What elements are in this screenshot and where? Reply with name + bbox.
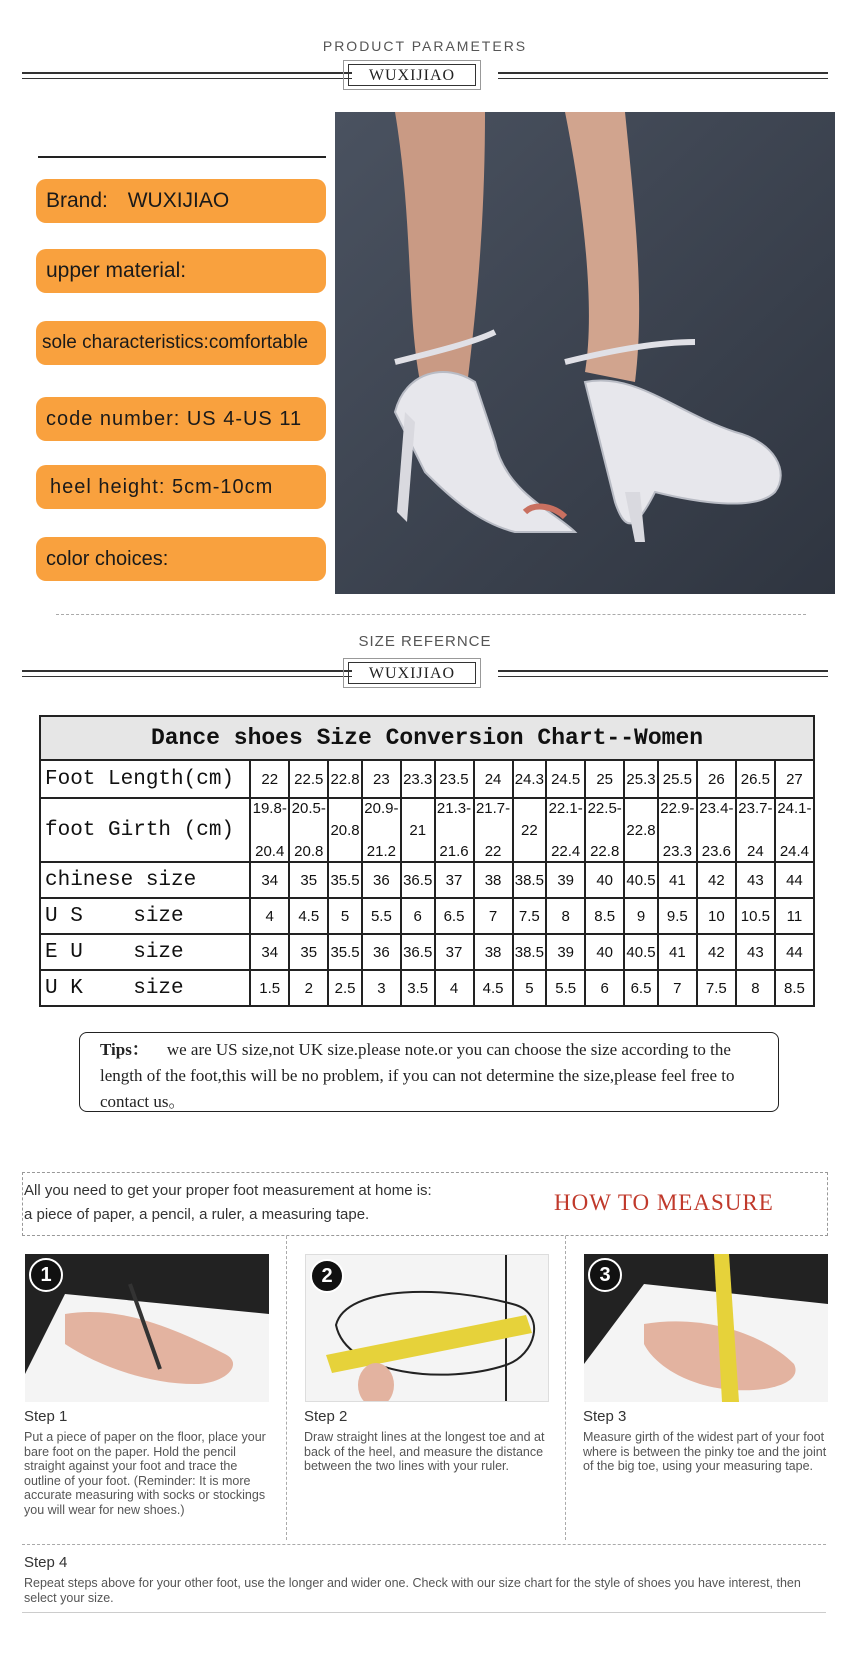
size-cell: 44 [775, 934, 814, 970]
size-cell: 36.5 [401, 934, 435, 970]
size-cell-part: 21.3- [436, 800, 472, 817]
size-cell: 36 [362, 862, 401, 898]
size-cell-part: 22.9- [660, 800, 695, 817]
size-cell: 42 [697, 862, 736, 898]
size-cell: 37 [435, 934, 474, 970]
size-cell: 3.5 [401, 970, 435, 1006]
size-cell: 38 [474, 934, 513, 970]
size-cell: 2.5 [328, 970, 362, 1006]
size-chart-title: Dance shoes Size Conversion Chart--Women [40, 716, 814, 760]
param-brand [36, 179, 326, 223]
product-photo [335, 112, 835, 594]
dance-shoes-illustration [335, 112, 835, 594]
size-cell: 24.5 [546, 760, 585, 798]
param-color-choices: color choices: [36, 537, 326, 581]
size-cell: 10 [697, 898, 736, 934]
size-chart-table [39, 715, 815, 1007]
step3-title: Step 3 [583, 1408, 627, 1425]
size-cell: 2 [289, 970, 328, 1006]
size-cell-part: 20.8 [294, 843, 324, 860]
size-cell: 35.5 [328, 862, 362, 898]
size-cell: 22 [513, 798, 547, 862]
section-title-product-parameters: PRODUCT PARAMETERS [322, 38, 528, 54]
step2-image [305, 1254, 549, 1402]
size-cell [697, 798, 736, 862]
size-cell: 27 [775, 760, 814, 798]
size-cell-part: 20.4 [255, 843, 285, 860]
size-row-label: U S size [40, 898, 250, 934]
size-cell: 23.5 [435, 760, 474, 798]
param-code-number: code number: US 4-US 11 [36, 397, 326, 441]
size-cell [435, 798, 474, 862]
size-cell [362, 798, 401, 862]
size-cell: 41 [658, 934, 697, 970]
size-cell: 4.5 [289, 898, 328, 934]
param-brand-value: WUXIJIAO [127, 189, 230, 212]
size-cell: 7.5 [697, 970, 736, 1006]
size-cell: 35 [289, 862, 328, 898]
step2-number: 2 [310, 1259, 344, 1293]
size-cell [546, 798, 585, 862]
param-brand-label: Brand: [46, 189, 108, 212]
size-cell: 38 [474, 862, 513, 898]
size-cell: 25.5 [658, 760, 697, 798]
size-cell-part: 21.6 [439, 843, 469, 860]
size-cell: 22 [250, 760, 289, 798]
size-cell: 38.5 [513, 934, 547, 970]
size-cell-part: 20.5- [291, 800, 326, 817]
size-cell: 9 [624, 898, 658, 934]
size-row-label: foot Girth (cm) [40, 798, 250, 862]
param-upper-material: upper material: [36, 249, 326, 293]
size-cell: 20.8 [328, 798, 362, 862]
size-cell [474, 798, 513, 862]
size-row-label: U K size [40, 970, 250, 1006]
size-cell-part: 24 [747, 843, 764, 860]
size-cell-part: 23.7- [738, 800, 773, 817]
size-cell: 22.5 [289, 760, 328, 798]
size-cell: 6.5 [435, 898, 474, 934]
size-cell: 23 [362, 760, 401, 798]
size-cell: 23.3 [401, 760, 435, 798]
size-cell: 44 [775, 862, 814, 898]
size-cell: 7 [474, 898, 513, 934]
size-row [40, 970, 814, 1006]
tips-label: Tips： [100, 1040, 149, 1059]
size-cell: 25.3 [624, 760, 658, 798]
size-cell: 8.5 [775, 970, 814, 1006]
size-cell: 35 [289, 934, 328, 970]
size-cell: 43 [736, 934, 775, 970]
brand-badge [343, 60, 481, 90]
size-cell-part: 22.4 [551, 843, 581, 860]
size-cell: 40 [585, 934, 624, 970]
step1-number: 1 [29, 1258, 63, 1292]
measure-intro-line2: a piece of paper, a pencil, a ruler, a measuring tape. [24, 1206, 370, 1223]
step3-text: Measure girth of the widest part of your foot where is between the pinky toe and the joint of the big toe, using your measuring tape. [583, 1430, 827, 1473]
size-cell: 22.8 [624, 798, 658, 862]
size-cell: 5 [328, 898, 362, 934]
size-cell: 36.5 [401, 862, 435, 898]
size-cell: 22.8 [328, 760, 362, 798]
size-cell: 26.5 [736, 760, 775, 798]
size-cell-part: 19.8- [252, 800, 287, 817]
step1-title: Step 1 [24, 1408, 68, 1425]
brand-badge-2-text: WUXIJIAO [348, 662, 476, 684]
size-row [40, 898, 814, 934]
step3-number: 3 [588, 1258, 622, 1292]
step2-title: Step 2 [304, 1408, 348, 1425]
step1-image [25, 1254, 269, 1402]
size-cell: 4 [250, 898, 289, 934]
size-cell: 9.5 [658, 898, 697, 934]
size-cell: 42 [697, 934, 736, 970]
size-cell-part: 22.5- [587, 800, 622, 817]
size-cell: 11 [775, 898, 814, 934]
size-cell: 5.5 [546, 970, 585, 1006]
size-cell: 37 [435, 862, 474, 898]
size-cell: 38.5 [513, 862, 547, 898]
how-to-measure-heading: HOW TO MEASURE [554, 1190, 774, 1215]
step4-text: Repeat steps above for your other foot, use the longer and wider one. Check with our size chart for the style of shoes you have interest, then select your size. [24, 1576, 801, 1605]
step4-title: Step 4 [24, 1554, 68, 1571]
size-cell: 7.5 [513, 898, 547, 934]
size-cell-part: 22.1- [548, 800, 583, 817]
section-divider [56, 614, 806, 615]
size-cell-part: 23.3 [662, 843, 692, 860]
size-cell-part: 24.1- [777, 800, 812, 817]
brand-badge-2 [343, 658, 481, 688]
size-cell [250, 798, 289, 862]
size-cell [736, 798, 775, 862]
size-row-label: Foot Length(cm) [40, 760, 250, 798]
size-cell [585, 798, 624, 862]
step1-text: Put a piece of paper on the floor, place your bare foot on the paper. Hold the pencil straight against your foot and trace the outline of your foot. (Reminder: It is more accurate measuring with socks or stockings you will wear for new shoes.) [24, 1430, 266, 1517]
size-row-label: E U size [40, 934, 250, 970]
size-cell: 25 [585, 760, 624, 798]
size-cell: 21 [401, 798, 435, 862]
section-title-size-reference: SIZE REFERNCE [358, 633, 492, 650]
size-cell: 8 [546, 898, 585, 934]
step-divider-1 [286, 1236, 287, 1540]
size-cell-part: 24.4 [779, 843, 810, 860]
tips-text: we are US size,not UK size.please note.or you can choose the size according to the length of the foot,this will be no problem, if you can not determine the size,please feel free to contact us。 [100, 1040, 735, 1111]
size-cell: 26 [697, 760, 736, 798]
size-row [40, 862, 814, 898]
step3-image [584, 1254, 828, 1402]
param-sole: sole characteristics:comfortable [36, 321, 326, 365]
size-cell-part: 21.7- [475, 800, 511, 817]
size-cell [289, 798, 328, 862]
size-cell: 39 [546, 934, 585, 970]
size-cell: 6 [585, 970, 624, 1006]
size-cell: 7 [658, 970, 697, 1006]
param-heel-height: heel height: 5cm-10cm [36, 465, 326, 509]
size-cell: 3 [362, 970, 401, 1006]
params-divider [38, 156, 326, 158]
size-cell-part: 20.9- [364, 800, 399, 817]
size-cell: 41 [658, 862, 697, 898]
size-cell: 24 [474, 760, 513, 798]
size-row [40, 934, 814, 970]
size-cell: 6 [401, 898, 435, 934]
size-cell: 1.5 [250, 970, 289, 1006]
measure-intro-line1: All you need to get your proper foot measurement at home is: [24, 1182, 432, 1199]
step-divider-2 [565, 1236, 566, 1540]
size-cell: 36 [362, 934, 401, 970]
size-cell-part: 23.4- [699, 800, 734, 817]
size-cell: 5 [513, 970, 547, 1006]
size-cell-part: 22 [484, 843, 502, 860]
tips-box [79, 1032, 779, 1112]
size-cell: 4.5 [474, 970, 513, 1006]
size-cell: 40 [585, 862, 624, 898]
size-cell: 24.3 [513, 760, 547, 798]
size-cell: 40.5 [624, 934, 658, 970]
size-cell: 8 [736, 970, 775, 1006]
size-cell: 40.5 [624, 862, 658, 898]
size-cell: 43 [736, 862, 775, 898]
size-cell: 8.5 [585, 898, 624, 934]
step4-divider [22, 1544, 826, 1545]
size-cell-part: 23.6 [701, 843, 731, 860]
size-cell [658, 798, 697, 862]
brand-badge-text: WUXIJIAO [348, 64, 476, 86]
size-cell-part: 22.8 [590, 843, 620, 860]
size-cell [775, 798, 814, 862]
size-cell: 34 [250, 862, 289, 898]
step2-text: Draw straight lines at the longest toe and at back of the heel, and measure the distance between the two lines with your ruler. [304, 1430, 545, 1473]
size-row-label: chinese size [40, 862, 250, 898]
size-cell: 4 [435, 970, 474, 1006]
size-cell: 39 [546, 862, 585, 898]
bottom-rule [22, 1612, 826, 1613]
size-cell: 10.5 [736, 898, 775, 934]
size-row [40, 760, 814, 798]
size-cell: 35.5 [328, 934, 362, 970]
size-cell: 5.5 [362, 898, 401, 934]
size-row [40, 798, 814, 862]
size-cell: 34 [250, 934, 289, 970]
size-cell-part: 21.2 [366, 843, 396, 860]
size-cell: 6.5 [624, 970, 658, 1006]
